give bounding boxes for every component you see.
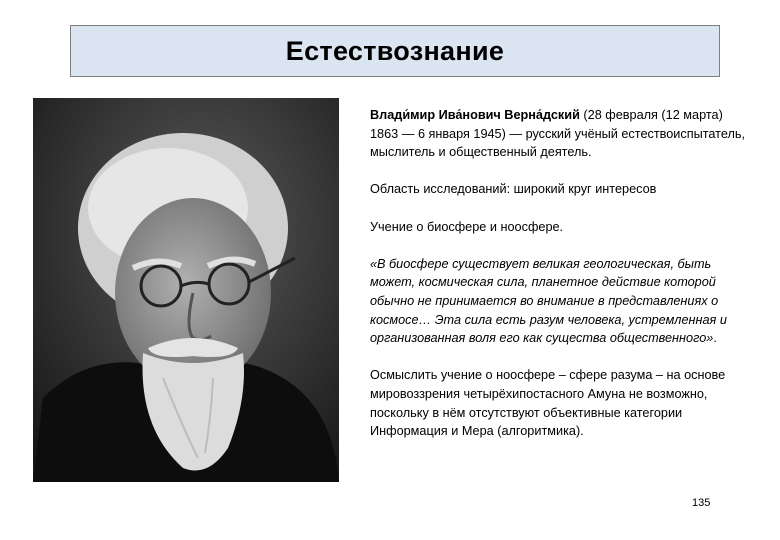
portrait-photo [33,98,339,482]
quote-paragraph [370,255,748,348]
person-name: Влади́мир Ива́нович Верна́дский [370,108,580,122]
research-area: Область исследований: широкий круг интересов [370,182,657,197]
slide-title: Естествознание [285,35,505,66]
quote-end: . [713,331,717,346]
quote-text: «В биосфере существует великая геологическая, быть может, космическая сила, планетное действие которой обычно не принимается во внимание в представлениях о космосе… Эта сила есть разум человека, устремленная и организованная воля его как существа общественного» [370,256,727,346]
portrait-icon [33,98,339,482]
teaching-line: Учение о биосфере и ноосфере. [370,219,564,234]
page-number: 135 [692,497,711,509]
conclusion-paragraph: Осмыслить учение о ноосфере – сфере разума – на основе мировоззрения четырёхипостасного Амуна не возможно, поскольку в нём отсутствуют объективные категории Информация и Мера (алгоритмика). [370,368,726,439]
text-column [370,106,748,441]
bio-intro: (28 февраля (12 марта) 1863 — 6 января 1945) — русский учёный естествоиспытатель, мыслитель и общественный деятель. [370,108,746,160]
bio-paragraph [370,106,748,162]
title-banner [70,25,720,77]
